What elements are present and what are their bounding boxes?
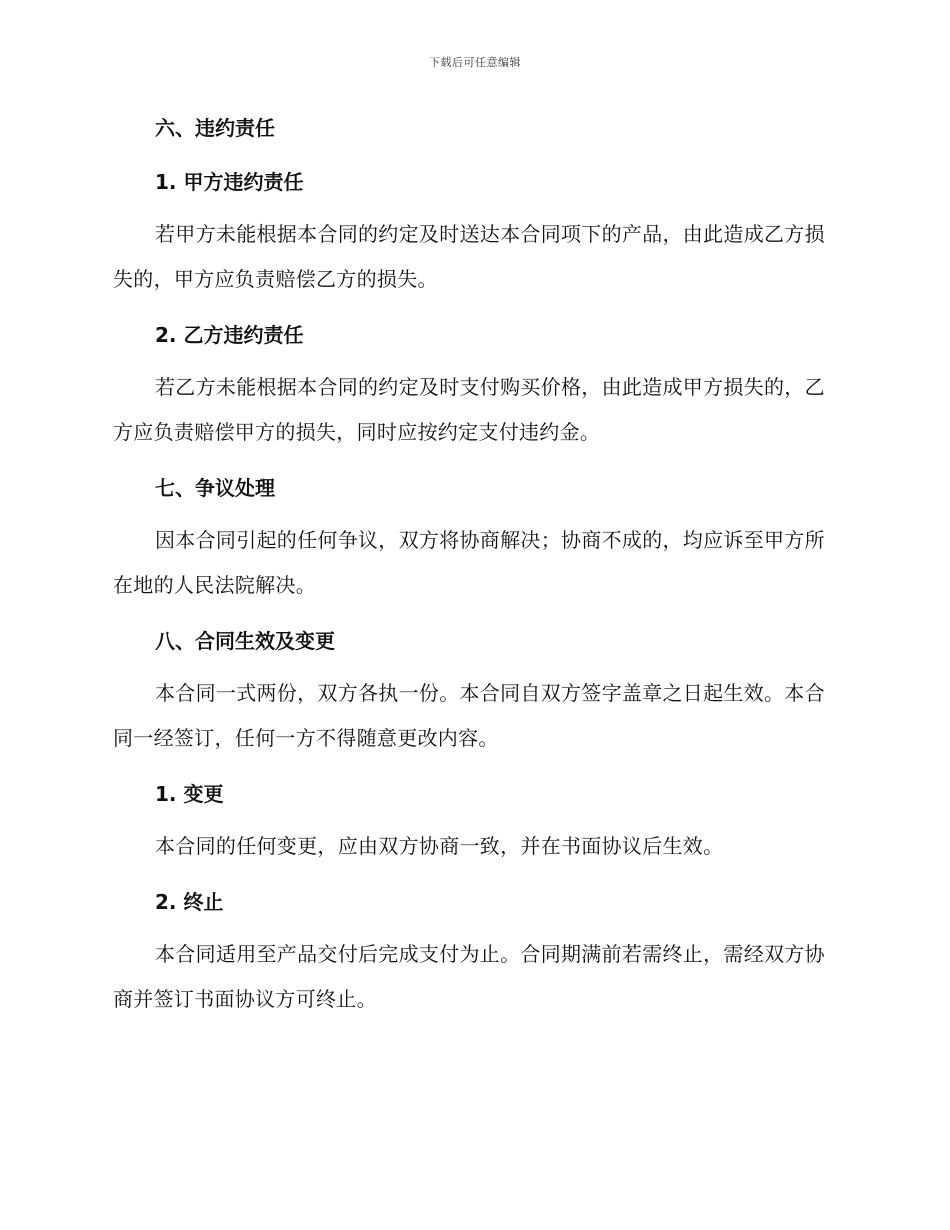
section-heading-breach: 六、违约责任	[155, 116, 275, 140]
paragraph-party-b-breach: 若乙方未能根据本合同的约定及时支付购买价格，由此造成甲方损失的，乙方应负责赔偿甲方的损失，同时应按约定支付违约金。	[113, 375, 825, 444]
paragraph-party-a-breach: 若甲方未能根据本合同的约定及时送达本合同项下的产品，由此造成乙方损失的，甲方应负责赔偿乙方的损失。	[113, 222, 825, 291]
paragraph-termination: 本合同适用至产品交付后完成支付为止。合同期满前若需终止，需经双方协商并签订书面协议方可终止。	[113, 942, 825, 1011]
subheading-change: 1. 变更	[155, 782, 224, 806]
subheading-termination: 2. 终止	[155, 890, 224, 914]
subheading-party-a-breach: 1. 甲方违约责任	[155, 170, 304, 194]
subheading-party-b-breach: 2. 乙方违约责任	[155, 323, 304, 347]
document-body	[113, 112, 835, 1039]
paragraph-dispute: 因本合同引起的任何争议，双方将协商解决；协商不成的，均应诉至甲方所在地的人民法院解决。	[113, 528, 825, 597]
paragraph-change: 本合同的任何变更，应由双方协商一致，并在书面协议后生效。	[155, 834, 724, 858]
page-header-note: 下载后可任意编辑	[429, 56, 521, 69]
paragraph-effect: 本合同一式两份，双方各执一份。本合同自双方签字盖章之日起生效。本合同一经签订，任何一方不得随意更改内容。	[113, 681, 825, 750]
section-heading-effect-change: 八、合同生效及变更	[155, 629, 335, 653]
section-heading-dispute: 七、争议处理	[155, 476, 275, 500]
